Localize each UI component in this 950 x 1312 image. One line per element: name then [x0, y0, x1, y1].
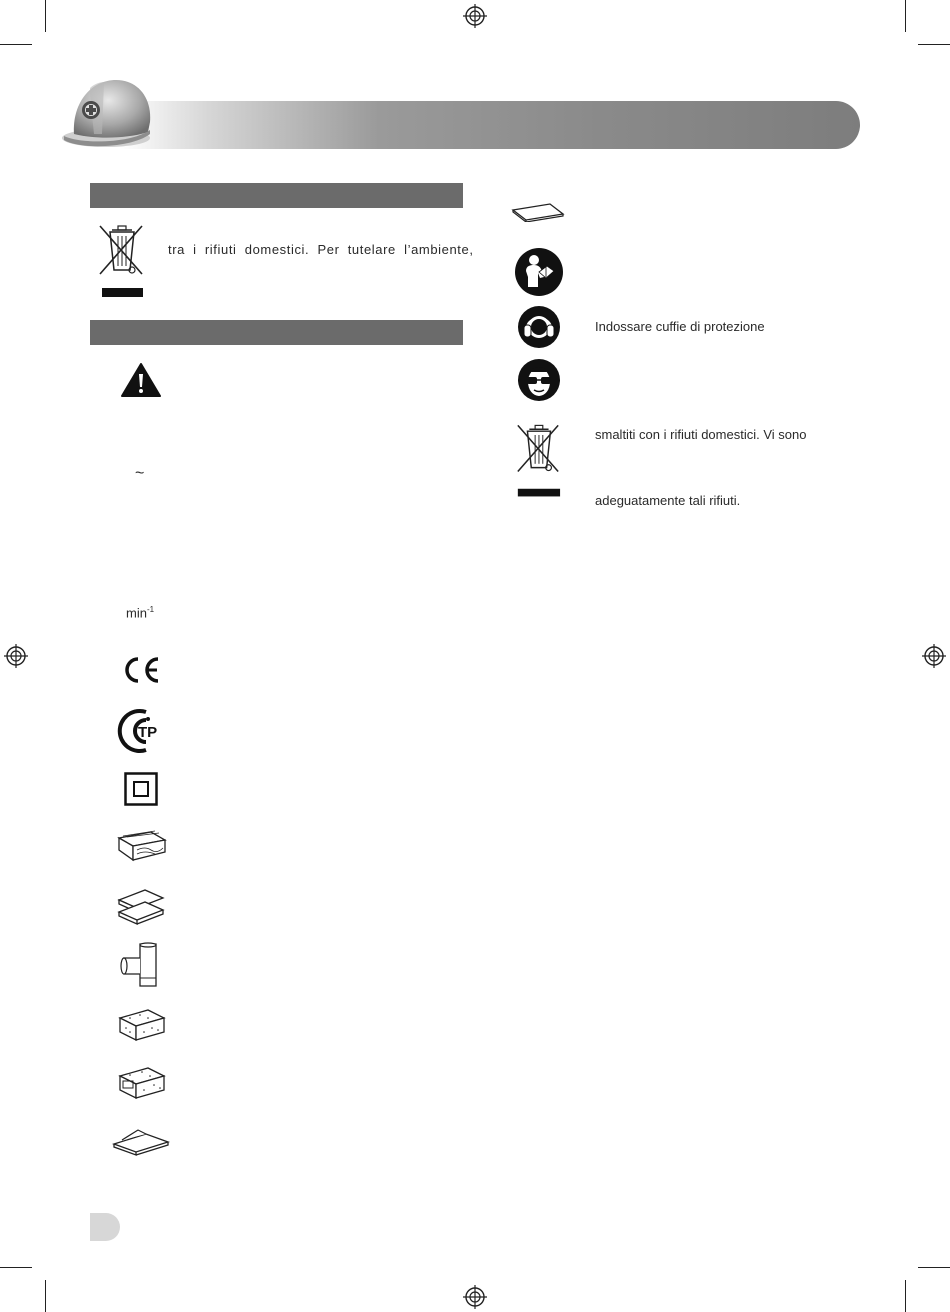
crop-mark — [905, 0, 906, 32]
eye-protection-icon — [517, 358, 561, 402]
ear-protection-text: Indossare cuffie di protezione — [595, 319, 765, 334]
ac-symbol: ~ — [135, 465, 145, 482]
rpm-symbol — [126, 605, 154, 620]
disposal-text-line1: smaltiti con i rifiuti domestici. Vi sono — [595, 427, 807, 442]
registration-mark-icon — [463, 1285, 487, 1309]
crop-mark — [918, 44, 950, 45]
brick-icon — [116, 1006, 168, 1044]
eac-mark-icon — [116, 706, 168, 754]
crop-mark — [918, 1267, 950, 1268]
warning-triangle-icon — [120, 362, 162, 398]
ce-mark-icon — [121, 655, 161, 685]
concrete-block-icon — [116, 1064, 168, 1102]
metal-sheet-icon — [115, 886, 167, 926]
header-banner — [120, 101, 860, 149]
disposal-text-line2: adeguatamente tali rifiuti. — [595, 493, 741, 508]
crop-mark — [45, 1280, 46, 1312]
section-bar-symbols — [90, 320, 463, 345]
crop-mark — [0, 44, 32, 45]
ear-protection-icon — [517, 305, 561, 349]
rpm-exponent: -1 — [146, 605, 155, 614]
registration-mark-icon — [463, 4, 487, 28]
svg-text:TP: TP — [138, 724, 158, 741]
read-manual-icon — [514, 247, 564, 297]
registration-mark-icon — [4, 644, 28, 668]
crop-mark — [905, 1280, 906, 1312]
section-bar-disposal — [90, 183, 463, 208]
tile-icon — [110, 1126, 172, 1156]
plastic-pipe-icon — [118, 942, 164, 988]
rpm-unit: min — [126, 605, 147, 621]
crossed-bin-icon — [96, 222, 146, 300]
page-number-tab — [90, 1213, 120, 1241]
crop-mark — [0, 1267, 32, 1268]
plate-icon — [510, 200, 566, 222]
wood-icon — [115, 828, 167, 864]
helmet-icon — [60, 74, 158, 154]
disposal-text: tra i rifiuti domestici. Per tutelare l’ambiente, — [168, 242, 474, 257]
registration-mark-icon — [922, 644, 946, 668]
crop-mark — [45, 0, 46, 32]
crossed-bin-icon — [514, 420, 562, 498]
double-insulation-icon — [124, 772, 158, 806]
